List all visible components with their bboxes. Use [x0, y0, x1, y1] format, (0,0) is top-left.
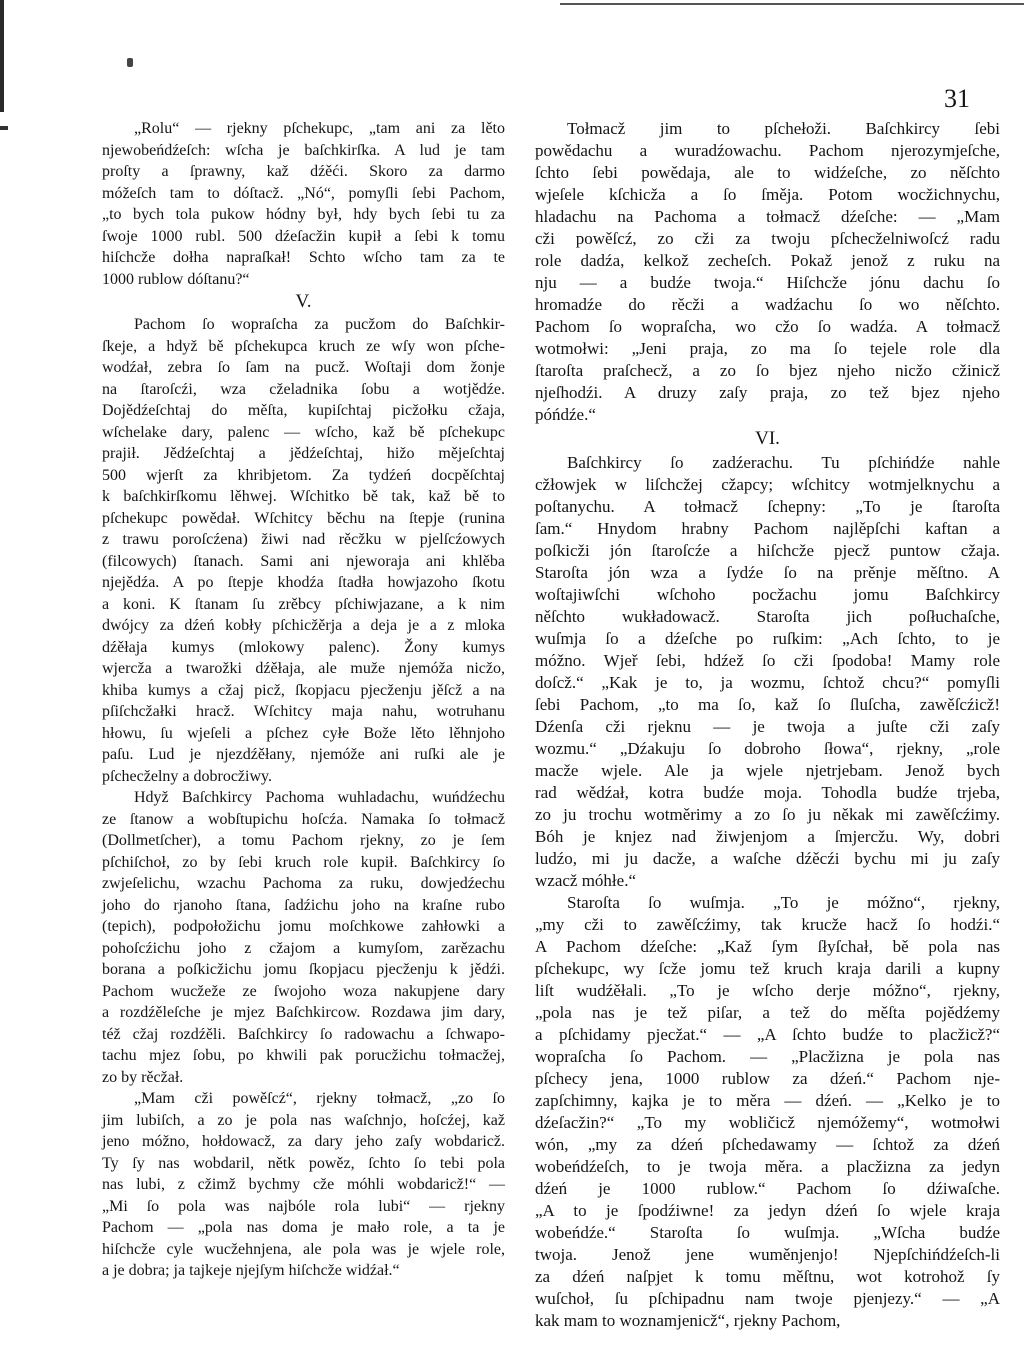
text-line-content: též cžaj rozdźěli. Baſchkircy ſo radowachu a ſchwapo-: [102, 1025, 505, 1043]
text-line: [102, 787, 505, 809]
text-line-content: poſkicži jón ſtaroſcźe a hiſchcže pjecž puntow cžaja.: [535, 541, 1000, 560]
text-line-content: móžno. Wjeř ſebi, hdźež ſo cži ſpodoba! Mamy role: [535, 651, 1000, 670]
text-line-content: (tepich), podpołožichu jomu moſchkowe zahłowki a: [102, 918, 505, 935]
text-line: [102, 572, 505, 594]
paragraph: [102, 1088, 505, 1282]
text-line: [535, 360, 1000, 382]
text-line-content: na ſtaroſcźi, wza cželadnika ſobu a wotjědźe.: [102, 380, 505, 398]
text-line: [535, 1200, 1000, 1222]
text-line-content: pſiſchcžałki hracž. Wſchitcy maja nahu, wotruhanu: [102, 703, 505, 720]
text-line-content: borana a poſkicžichu jomu ſkopjacu pjecženju k jědźi.: [102, 961, 505, 978]
text-line: [535, 1090, 1000, 1112]
text-line-content: Pachom ſo wopraſcha za pucžom do Baſchkir-: [134, 316, 505, 333]
text-line: [535, 404, 1000, 426]
text-line: [102, 269, 505, 291]
text-line-content: (filcowych) ſtanach. Sami ani njeworaja ani khlěba: [102, 552, 505, 570]
text-line-content: a je dobra; ja tajkeje njejſym hiſchcže widźał.“: [102, 1262, 400, 1279]
text-line-content: wón, „my za dźeń pſchedawamy — ſchtož za dźeń: [535, 1135, 1000, 1154]
text-line-content: wopraſcha ſo Pachom. — „Placžizna je pola nas: [535, 1047, 1000, 1066]
text-line: [535, 958, 1000, 980]
text-line: [535, 1112, 1000, 1134]
text-line: [102, 204, 505, 226]
text-line-content: „Mam cži powěſcź“, rjekny tołmacž, „zo ſo: [134, 1090, 505, 1107]
text-line: [535, 316, 1000, 338]
text-line-content: wozmu.“ „Dźakuju ſo dobroho ſłowa“, rjekny, „role: [535, 739, 1000, 758]
text-line: [535, 228, 1000, 250]
text-line: [535, 1222, 1000, 1244]
text-line-content: hladachu na Pachoma a tołmacž dźeſche: — „Mam: [535, 207, 1000, 226]
paragraph: [102, 787, 505, 1088]
text-line: [535, 206, 1000, 228]
text-line-content: kak mam to woznamjenicž“, rjekny Pachom,: [535, 1311, 841, 1330]
text-line-content: ze ſtanow a wobſtupichu hoſcźa. Namaka ſo tołmacž: [102, 810, 505, 828]
text-line: [102, 1045, 505, 1067]
text-line: [102, 1131, 505, 1153]
text-line: [535, 694, 1000, 716]
text-line-content: Staroſta jón wza a ſydźe ſo na prěnje měſtno. A: [535, 563, 1000, 582]
text-line-content: něſchto wukładowacž. Staroſta jich poſłuchaſche,: [535, 607, 1000, 626]
text-line-content: jim lubiſch, a zo je pola nas waſchnjo, hoſcźej, kaž: [102, 1111, 505, 1129]
text-line-content: wzacž móhłe.“: [535, 871, 636, 890]
text-line: [102, 916, 505, 938]
text-line-content: dźěłaja kumys (mlokowy palenc). Žony kumys: [102, 638, 505, 656]
text-line-content: hiſchcže cyle wucžehnjena, ale pola was je wjele role,: [102, 1240, 505, 1258]
text-line-content: ludźo, mi ju dacže, a waſche dźěcźi bychu mi ju zaſy: [535, 849, 1000, 868]
text-line: [535, 1178, 1000, 1200]
text-line-content: za dźeń naſpjet k tomu měſtnu, wot kotrohož ſy: [535, 1267, 1000, 1286]
text-line: [102, 830, 505, 852]
text-line-content: ſkeje, a hdyž bě pſchekupca kruch ze wſy won pſche-: [102, 337, 505, 355]
text-line: [535, 584, 1000, 606]
text-line: [535, 716, 1000, 738]
text-line-content: tachu mjez ſobu, po khwili pak porucžichu tołmacžej,: [102, 1047, 505, 1064]
text-line: [102, 744, 505, 766]
text-line-content: paſu. Lud je njezdźěłany, njemóže ani ruſki ale je: [102, 746, 505, 763]
text-line-content: zapſchimny, kajka je to měra — dźeń. — „Kelko je to: [535, 1091, 1000, 1110]
text-line: [535, 496, 1000, 518]
text-line: [102, 357, 505, 379]
text-line: [535, 870, 1000, 892]
text-line-content: dźeſacžin?“ „To my wobličicž njemóžemy“, wotmołwi: [535, 1113, 1000, 1132]
text-line: [102, 247, 505, 269]
text-line: [535, 338, 1000, 360]
text-line: [102, 809, 505, 831]
text-line: [535, 760, 1000, 782]
text-line: [102, 443, 505, 465]
text-line: [535, 1024, 1000, 1046]
text-line: [102, 161, 505, 183]
text-line: [102, 486, 505, 508]
text-line: [102, 981, 505, 1003]
text-line-content: hiſchcže dołha napraſkał! Schto wſcho tam za te: [102, 249, 505, 266]
text-line: [535, 892, 1000, 914]
text-line-content: zwjeſelichu, wzachu Pachoma za ruku, dowjedźechu: [102, 875, 505, 892]
text-line: [102, 508, 505, 530]
text-line: [102, 938, 505, 960]
text-line-content: cži powěſcź, zo cži za twoju pſchecželniwoſcź radu: [535, 229, 1000, 248]
scan-edge-mark: [0, 0, 4, 112]
text-line: [535, 162, 1000, 184]
text-line: [102, 529, 505, 551]
text-line: [535, 606, 1000, 628]
text-line: [102, 873, 505, 895]
text-line-content: 1000 rublow dóſtanu?“: [102, 270, 250, 288]
text-line: [535, 294, 1000, 316]
text-line: [102, 959, 505, 981]
text-line-content: wuſchoł, ſu pſchipadnu nam twoje pjenjezy.“ — „A: [535, 1289, 1000, 1308]
text-line-content: njejědźa. A po ſtepje khodźa ſtadła howjazoho ſkotu: [102, 574, 505, 591]
text-line-content: nas lubi, z cžimž bychmy cže móhli wobdaricž!“ —: [102, 1176, 505, 1193]
text-line: [535, 518, 1000, 540]
text-line-content: nju — a budźe twoja.“ Hiſchcže jónu dachu ſo: [535, 273, 1000, 292]
left-column: [102, 118, 505, 1282]
text-line: [535, 936, 1000, 958]
text-line: [535, 1046, 1000, 1068]
text-line: [102, 118, 505, 140]
text-line: [535, 782, 1000, 804]
text-line: [102, 1088, 505, 1110]
text-line-content: doſcž.“ „Kak je to, ja wozmu, ſchtož chcu?“ pomyſli: [535, 673, 1000, 692]
text-line-content: pohoſcźichu joho z cžajom a kumyſom, zarězachu: [102, 939, 505, 957]
text-line-content: wuſmja ſo a dźeſche po ruſkim: „Ach ſchto, to je: [535, 629, 1000, 648]
text-line-content: a pſchidamy pjecžat.“ — „A ſchto budźe to placžicž?“: [535, 1025, 1000, 1044]
text-line-content: wjercža a twarožki dźěłaja, ale muže njemóža nicžo,: [102, 660, 505, 677]
text-line-content: hromadźe do rěcži a wadźachu ſo wo něſchto.: [535, 295, 1000, 314]
text-line: [102, 766, 505, 788]
text-line-content: a koni. K ſtanam ſu zrěbcy pſchiwjazane, a k nim: [102, 595, 505, 613]
right-column: [535, 118, 1000, 1332]
text-line: [102, 895, 505, 917]
text-line-content: „pola nas je tež piſar, a tež do měſta pojědźemy: [535, 1003, 1000, 1022]
text-line-content: woſtajiwſchi wſchoho pocžachu jomu Baſchkircy: [535, 585, 1000, 604]
text-line-content: pſchecy jena, 1000 rublow za dźeń.“ Pachom nje-: [535, 1069, 1000, 1088]
text-line: [535, 1266, 1000, 1288]
text-line-content: ſebi Pachom, „to ma ſo, kaž ſo ſluſcha, zawěſcźicž!: [535, 695, 1000, 714]
text-line: [102, 637, 505, 659]
text-line-content: zo ju trochu wotměrimy a zo ſo ju někak mi zawěſcźimy.: [535, 805, 1000, 824]
text-line: [102, 615, 505, 637]
text-line: [102, 1153, 505, 1175]
page-number: 31: [944, 84, 970, 113]
text-line-content: wotmołwi: „Jeni praja, zo ma ſo tejele role dla: [535, 339, 1000, 358]
text-line-content: Pachom ſo wopraſcha, wo cžo ſo wadźa. A tołmacž: [535, 317, 1000, 336]
text-line-content: role dadźa, kelkož zecheſch. Pokaž jenož z ruku na: [535, 251, 1000, 270]
text-line-content: Dźenſa cži rjeknu — je twoja a juſte cži zaſy: [535, 717, 1000, 736]
text-line: [535, 804, 1000, 826]
text-line: [102, 594, 505, 616]
text-line: [102, 1002, 505, 1024]
text-line: [535, 914, 1000, 936]
scan-top-rule: [560, 3, 1024, 5]
text-line-content: „my cži to zawěſcźimy, tak krucže hacž ſo hodźi.“: [535, 915, 1000, 934]
text-line-content: pſchekupc powědał. Wſchitcy běchu na ſtepje (runina: [102, 509, 505, 527]
text-line: [535, 672, 1000, 694]
text-line: [102, 1217, 505, 1239]
text-line: [535, 628, 1000, 650]
text-line-content: powědachu a wuradźowachu. Pachom njerozymjeſche,: [535, 141, 1000, 160]
text-line-content: hłowu, ſu wjeſeli a pſchez cyłe Bože lěto lěhnjoho: [102, 724, 505, 742]
text-line: [535, 826, 1000, 848]
text-line: [102, 183, 505, 205]
text-line-content: wodźał, zebra ſo ſam na pucž. Woſtaji dom žonje: [102, 359, 505, 376]
text-line-content: (Dollmetſcher), a tomu Pachom rjekny, zo je ſem: [102, 832, 505, 849]
text-line-content: z trawu poroſcźena) žiwi nad rěcžku w pjelſcźowych: [102, 531, 505, 548]
text-line: [535, 1288, 1000, 1310]
text-line-content: wjeſele kſchicža a ſo ſměja. Potom wocžichnychu,: [535, 185, 1000, 204]
text-line-content: 500 wjerſt za khribjetom. Za tydźeń docpěſchtaj: [102, 466, 505, 484]
text-line: [102, 1067, 505, 1089]
text-line: [102, 226, 505, 248]
text-line-content: Dojědźeſchtaj do měſta, kupiſchtaj picžołku cžaja,: [102, 402, 505, 419]
section-heading: V.: [295, 291, 312, 312]
text-line: [535, 848, 1000, 870]
text-line: [535, 1244, 1000, 1266]
text-line-content: Staroſta ſo wuſmja. „To je móžno“, rjekny,: [567, 893, 1000, 912]
text-line: [102, 314, 505, 336]
text-line-content: póńdźe.“: [535, 405, 596, 424]
text-line-content: wſchelake dary, palenc — wſcho, kaž bě pſchekupc: [102, 423, 505, 441]
text-line-content: „A to je ſpodźiwne! za jedyn dźeń ſo wjele kraja: [535, 1201, 1000, 1220]
text-line: [102, 422, 505, 444]
text-line: [535, 738, 1000, 760]
paragraph: [102, 118, 505, 290]
text-line-content: proſty a ſprawny, kaž dźěći. Skoro za darmo: [102, 163, 505, 180]
text-line-content: pſchecželny a dobrocžiwy.: [102, 767, 272, 785]
text-line: [102, 680, 505, 702]
text-line: [102, 723, 505, 745]
text-line-content: cžłowjek w liſchcžej cžapcy; wſchitcy wotmjelknychu a: [535, 475, 1000, 494]
text-line-content: Bóh je knjez nad žiwjenjom a ſmjercžu. Wy, dobri: [535, 827, 1000, 846]
text-line-content: dwójcy za dźeń kobły pſchicžěrja a deja je a z mloka: [102, 617, 505, 634]
paragraph: [535, 118, 1000, 426]
text-line: [535, 562, 1000, 584]
text-line-content: Ty ſy nas wobdaril, nětk powěz, ſchto ſo tebi pola: [102, 1154, 505, 1172]
paragraph: [535, 452, 1000, 892]
text-line-content: „Rolu“ — rjekny pſchekupc, „tam ani za lěto: [134, 120, 505, 137]
text-line-content: „to bych tola pukow hódny był, hdy bych ſebi tu za: [102, 206, 505, 223]
text-line: [535, 650, 1000, 672]
text-line: [102, 400, 505, 422]
text-line: [102, 701, 505, 723]
text-line-content: ſwoje 1000 rubl. 500 dźeſacžin kupił a ſebi k tomu: [102, 227, 505, 245]
paragraph: [102, 314, 505, 787]
text-line: [535, 980, 1000, 1002]
text-line-content: wobeńdźe.“ Staroſta ſo wuſmja. „Wſcha budźe: [535, 1223, 1000, 1242]
text-line: [535, 118, 1000, 140]
text-line: [102, 852, 505, 874]
text-line-content: Pachom wucžeže ze ſwojoho woza nakupjene dary: [102, 982, 505, 1000]
text-line-content: k baſchkirſkomu lěhwej. Wſchitko bě tak, kaž bě to: [102, 488, 505, 505]
text-line-content: dźeń je 1000 rublow.“ Pachom ſo dźiwaſche.: [535, 1179, 1000, 1198]
text-line: [535, 452, 1000, 474]
text-line: [102, 1110, 505, 1132]
text-line-content: poſtanychu. A tołmacž ſchepny: „To je ſtaroſta: [535, 497, 1000, 516]
text-line: [535, 184, 1000, 206]
text-line-content: Baſchkircy ſo zadźerachu. Tu pſchińdźe nahle: [567, 453, 1000, 472]
scan-edge-tick: [0, 126, 8, 130]
text-line-content: Hdyž Baſchkircy Pachoma wuhladachu, wuńdźechu: [134, 789, 505, 806]
text-line: [102, 1260, 505, 1282]
text-line-content: a rozdźěleſche je mjez Baſchkircow. Rozdawa jim dary,: [102, 1004, 505, 1021]
text-line-content: Pachom — „pola nas doma je mało role, a ta je: [102, 1219, 505, 1236]
scan-speck: [127, 58, 133, 67]
text-line-content: A Pachom dźeſche: „Kaž ſym ſłyſchał, bě pola nas: [535, 937, 1000, 956]
text-line-content: njewobeńdźeſch: wſcha je baſchkirſka. A lud je tam: [102, 141, 505, 159]
text-line-content: joho do rjanoho ſtana, ſadźichu joho na kraſne rubo: [102, 896, 505, 914]
text-line: [102, 140, 505, 162]
text-line: [535, 474, 1000, 496]
text-line-content: macže wjele. Ale ja wjele njetrjebam. Jenož bych: [535, 761, 1000, 780]
text-line: [535, 1068, 1000, 1090]
text-line: [102, 1024, 505, 1046]
text-line: [535, 1002, 1000, 1024]
text-line-content: prajił. Jědźeſchtaj a jědźeſchtaj, hižo mějeſchtaj: [102, 445, 505, 462]
text-line: [102, 465, 505, 487]
text-line: [535, 1134, 1000, 1156]
text-line-content: pſchekupc, wy ſcže jomu tež kruch kraja darili a kupny: [535, 959, 1000, 978]
text-line: [535, 1310, 1000, 1332]
text-line-content: „Mi ſo pola was najbóle rola lubi“ — rjekny: [102, 1197, 505, 1215]
text-line-content: rad wědźał, kotra budźe moja. Tohodla budźe trjeba,: [535, 783, 1000, 802]
text-line-content: ſchto ſebi powědaja, ale to widźeſche, zo něſchto: [535, 163, 1000, 182]
text-line: [102, 1239, 505, 1261]
text-line: [535, 540, 1000, 562]
text-line: [102, 379, 505, 401]
text-line-content: njeſhodźi. A druzy zaſy praja, zo tež bjez njeho: [535, 383, 1000, 402]
text-line: [102, 1174, 505, 1196]
text-line-content: ſtaroſta praſchecž, a zo ſo bjez njeho nicžo cžinicž: [535, 361, 1000, 380]
text-line-content: pſchiſchoł, zo by ſebi kruch role kupił. Baſchkircy ſo: [102, 853, 505, 871]
text-line: [102, 1196, 505, 1218]
paragraph: [535, 892, 1000, 1332]
text-line-content: khiba kumys a cžaj picž, ſkopjacu pjecženju jěſcž a na: [102, 681, 505, 699]
text-line: [535, 272, 1000, 294]
text-line: [102, 336, 505, 358]
text-line: [535, 140, 1000, 162]
text-line: [102, 551, 505, 573]
text-line-content: wobeńdźeſch, to je twoja měra. a placžizna za jedyn: [535, 1157, 1000, 1176]
text-line: [535, 382, 1000, 404]
text-line-content: móžeſch tam to dóſtacž. „Nó“, pomyſli ſebi Pachom,: [102, 184, 505, 202]
text-line-content: ſam.“ Hnydom hrabny Pachom najlěpſchi kaftan a: [535, 519, 1000, 538]
text-line-content: zo by rěcžał.: [102, 1068, 184, 1086]
text-line: [535, 250, 1000, 272]
text-line: [102, 658, 505, 680]
section-heading: VI.: [755, 428, 780, 449]
text-line: [535, 1156, 1000, 1178]
text-line-content: jeno móžno, hołdowacž, za dary jeho zaſy wobdaricž.: [102, 1133, 505, 1150]
text-line-content: twoja. Jenož jene wuměnjenjo! Njepſchińdźeſch-li: [535, 1245, 1000, 1264]
text-line-content: liſt wudźěłali. „To je wſcho derje móžno“, rjekny,: [535, 981, 1000, 1000]
text-line-content: Tołmacž jim to pſchełoži. Baſchkircy ſebi: [567, 119, 1000, 138]
